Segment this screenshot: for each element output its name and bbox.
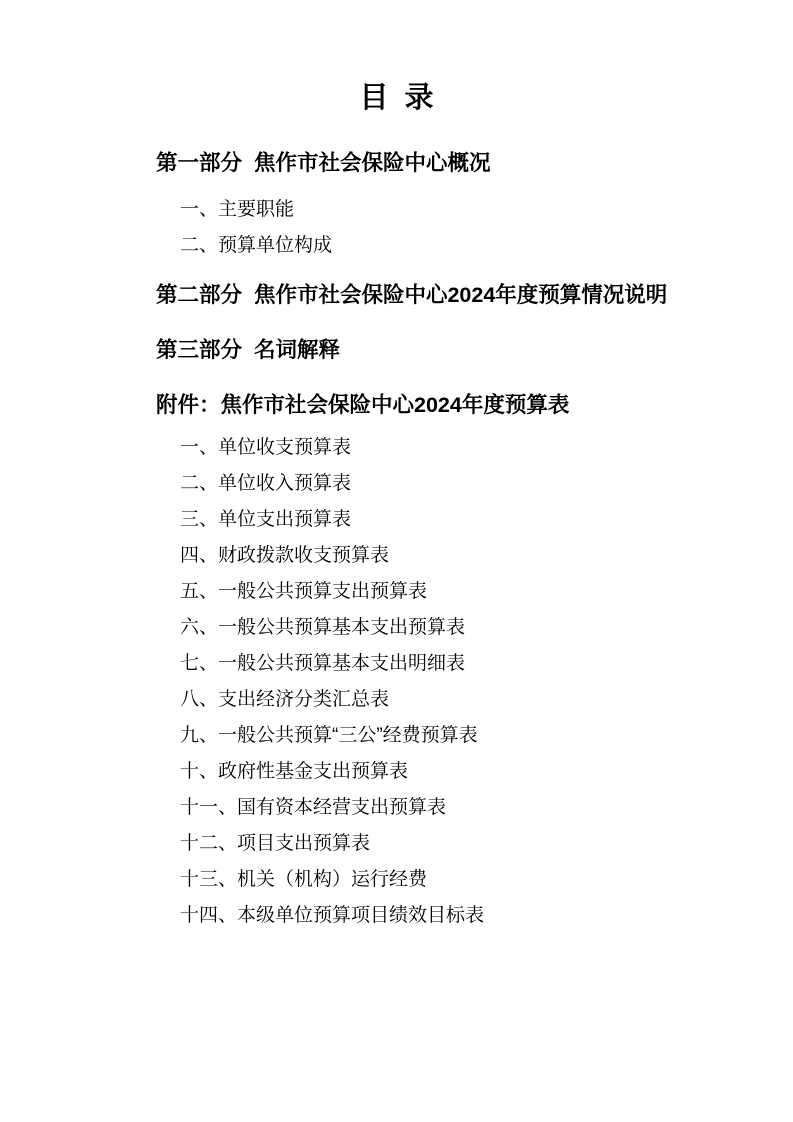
section-heading-part2: 第二部分 焦作市社会保险中心2024年度预算情况说明 xyxy=(156,283,668,307)
toc-item-attachment-11: 十一、国有资本经营支出预算表 xyxy=(180,797,447,818)
toc-item-attachment-4: 四、财政拨款收支预算表 xyxy=(180,545,390,566)
toc-item-attachment-3: 三、单位支出预算表 xyxy=(180,509,352,530)
toc-item-attachment-5: 五、一般公共预算支出预算表 xyxy=(180,581,428,602)
toc-item-part1-2: 二、预算单位构成 xyxy=(180,235,333,256)
toc-item-attachment-14: 十四、本级单位预算项目绩效目标表 xyxy=(180,905,485,926)
toc-item-attachment-8: 八、支出经济分类汇总表 xyxy=(180,689,390,710)
toc-item-attachment-13: 十三、机关（机构）运行经费 xyxy=(180,869,428,890)
toc-item-attachment-2: 二、单位收入预算表 xyxy=(180,473,352,494)
page-title: 目 录 xyxy=(359,82,434,114)
toc-item-attachment-1: 一、单位收支预算表 xyxy=(180,437,352,458)
section-heading-part1: 第一部分 焦作市社会保险中心概况 xyxy=(156,151,491,175)
toc-item-part1-1: 一、主要职能 xyxy=(180,199,295,220)
toc-item-attachment-6: 六、一般公共预算基本支出预算表 xyxy=(180,617,466,638)
toc-item-attachment-12: 十二、项目支出预算表 xyxy=(180,833,371,854)
toc-item-attachment-7: 七、一般公共预算基本支出明细表 xyxy=(180,653,466,674)
section-heading-part3: 第三部分 名词解释 xyxy=(156,338,340,362)
toc-item-attachment-9: 九、一般公共预算“三公”经费预算表 xyxy=(180,725,478,746)
section-heading-attachments: 附件：焦作市社会保险中心2024年度预算表 xyxy=(156,393,570,417)
toc-item-attachment-10: 十、政府性基金支出预算表 xyxy=(180,761,409,782)
